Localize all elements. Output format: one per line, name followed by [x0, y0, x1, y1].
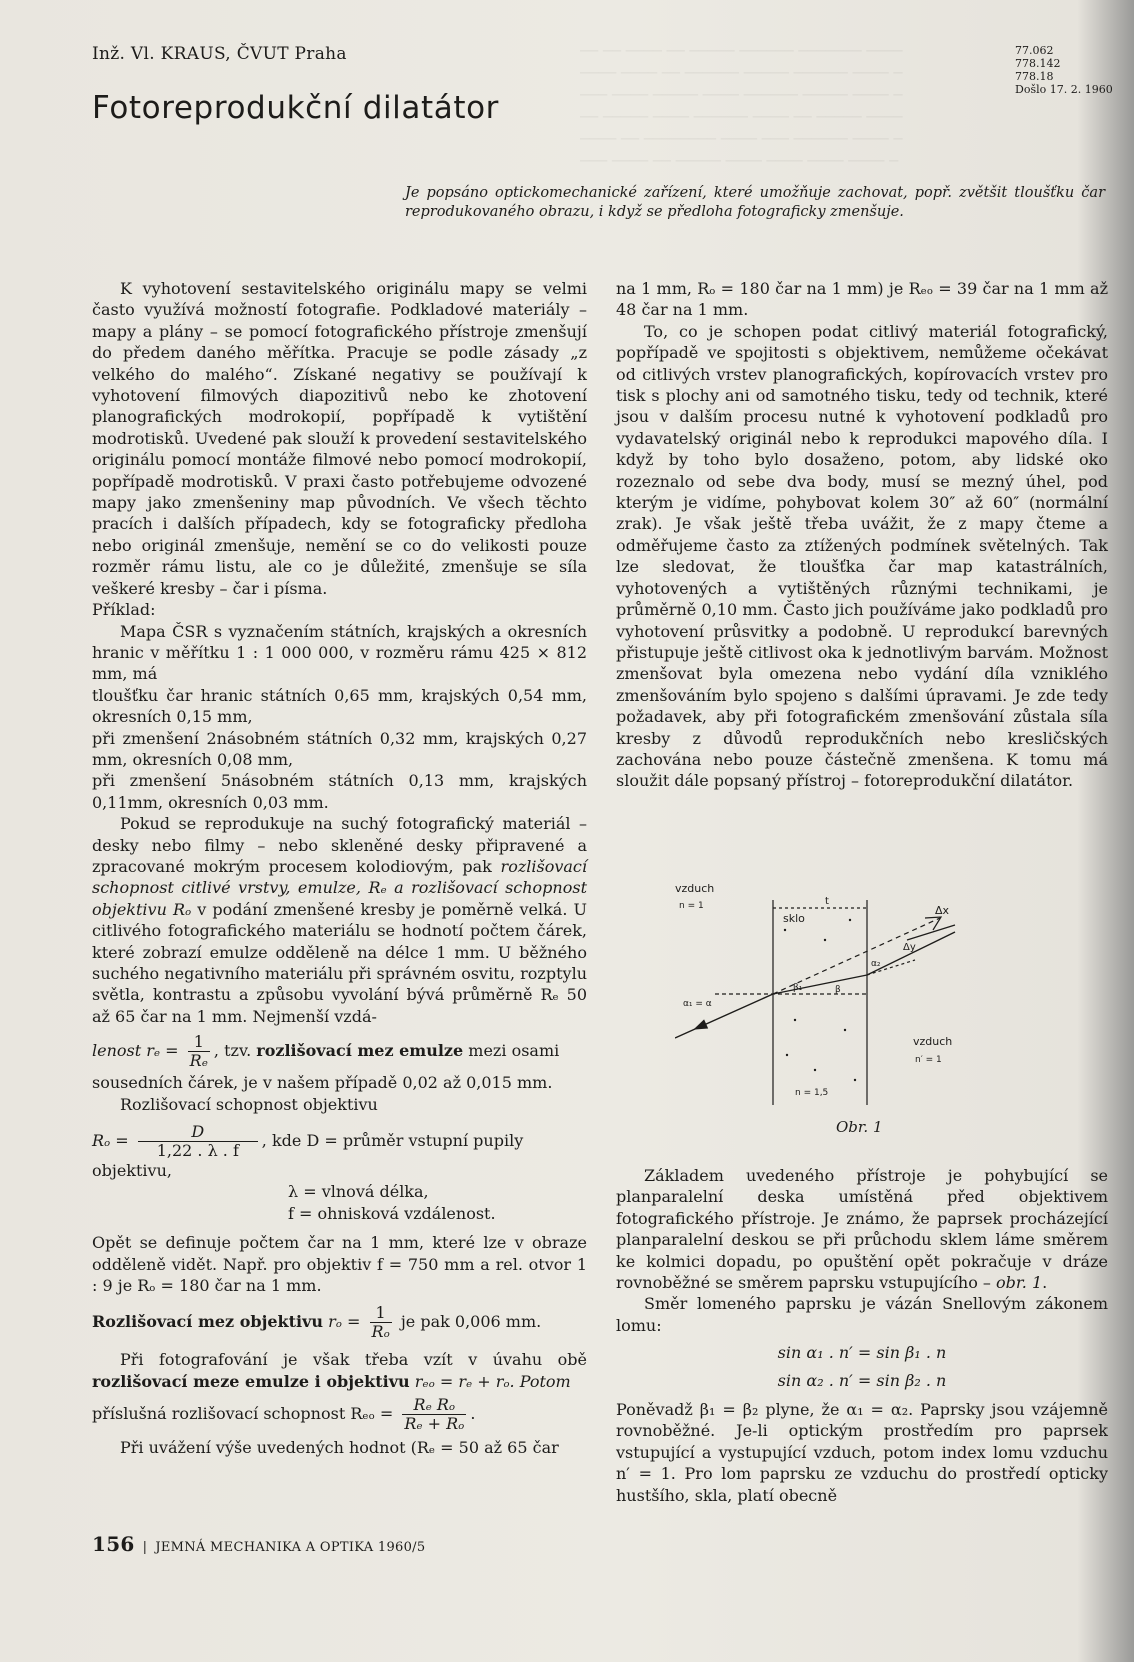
speck [786, 1054, 788, 1056]
speck [784, 929, 786, 931]
text-run: Pokud se reprodukuje na suchý fotografický materiál – desky nebo filmy – nebo skleněné desky připravené a zpracované mokrým procesem kolodiovým, pak [92, 814, 587, 876]
denominator: 1,22 . λ . f [156, 1141, 239, 1161]
numerator: D [138, 1123, 258, 1142]
emphasis-text: rozlišovací schopnost citlivé vrstvy, emulze, Rₑ a rozlišovací schopnost objektivu Rₒ [92, 856, 587, 919]
equation: sin α₂ . n′ = sin β₂ . n [777, 1370, 947, 1390]
label-n-glass: n = 1,5 [795, 1088, 829, 1098]
formula-line [92, 1304, 587, 1341]
paragraph: K vyhotovení sestavitelského originálu mapy se velmi často využívá možností fotografie. Podkladové materiály – mapy a plány – se pomocí fotografického přístroje zmenšují do předem daného měřítka. Pracuje se podle zásady „z velkého do malého“. Získané negativy se používají k vyhotovení filmových diapozitivů nebo ke zhotovení planografických modrokopií, popřípadě k vytištění modrotisků. Uvedené pak slouží k provedení sestavitelského originálu pomocí montáže filmové nebo pomocí modrokopií, popřípadě modrotisků. V praxi často potřebujeme odvozené mapy jako zmenšeniny map původních. Ve všech těchto pracích i dalších případech, kdy se fotograficky předloha nebo originál zmenšuje, nemění se co do velikosti pouze rozměr rámu listu, ale co je důležité, zmenšuje se síla veškeré kresby – čar i písma. [92, 279, 587, 598]
formula-text: Rₒ = [92, 1131, 134, 1151]
numerator: 1 [188, 1033, 210, 1052]
formula-text: rₒ = [323, 1312, 366, 1332]
right-column-bottom [616, 1165, 1108, 1506]
figure-reference: obr. 1 [996, 1273, 1043, 1293]
fraction [188, 1033, 210, 1070]
paragraph [92, 1349, 587, 1392]
received-date: Došlo 17. 2. 1960 [1015, 83, 1113, 96]
refracted-ray [773, 975, 867, 994]
udc-codes [1015, 44, 1113, 96]
udc-code: 77.062 [1015, 44, 1054, 57]
udc-code: 778.142 [1015, 57, 1061, 70]
formula-line [92, 1123, 587, 1181]
speck [824, 939, 826, 941]
udc-code: 778.18 [1015, 70, 1054, 83]
fraction [402, 1396, 466, 1433]
text-run: mezi osami [463, 1041, 560, 1061]
refraction-diagram [675, 880, 1005, 1110]
paragraph: Směr lomeného paprsku je vázán Snellovým zákonem lomu: [616, 1294, 1108, 1335]
text-run: Základem uvedeného přístroje je pohybující se planparalelní deska umístěná před objektivem fotografického přístroje. Je známo, že paprsek procházející planparalelní deskou se při průchodu sklem láme směrem ke kolmici dopadu, po opuštění opět pokračuje v dráze rovnoběžné se směrem paprsku vstupujícího – [616, 1166, 1108, 1293]
formula-line [92, 1396, 587, 1433]
denominator: Rₑ [189, 1051, 208, 1071]
text-run: Při fotografování je však třeba vzít v úvahu obě [120, 1350, 587, 1370]
paragraph: na 1 mm, Rₒ = 180 čar na 1 mm) je Rₑₒ = 39 čar na 1 mm až 48 čar na 1 mm. [616, 279, 1108, 320]
paragraph: To, co je schopen podat citlivý materiál fotografický, popřípadě ve spojitosti s objektivem, nemůžeme očekávat od citlivých vrstev planografických, kopírovacích vrstev pro tisk s plochy ani od samotného tisku, tedy od technik, které jsou v dalším procesu nutné k vyhotovení podkladů pro vydavatelský originál nebo k reprodukci mapového díla. I když by toho bylo dosaženo, potom, aby lidské oko rozeznalo od sebe dva body, musí se mezný úhel, pod kterým je vidíme, pohybovat kolem 30″ až 60″ (normální zrak). Je však ještě třeba uvážit, že z mapy čteme a odměřujeme často za ztížených podmínek světelných. Tak lze sledovat, že tloušťka čar map katastrálních, vyhotovených a vytištěných různými technikami, je průměrně 0,10 mm. Často jich používáme jako podkladů pro vyhotovení průsvitky a podobně. U reprodukcí barevných přistupuje ještě citlivost oka k jednotlivým barvám. Možnost zmenšovat byla omezena nebo vydání díla vzniklého zmenšováním bylo spojeno s dalšími úpravami. Je zde tedy požadavek, aby při fotografickém zmenšování zůstala síla kresby z důvodů reprodukčních nebo kresličských zachována nebo pouze částečně zmenšena. K tomu má sloužit dále popsaný přístroj – fotoreprodukční dilatátor. [616, 321, 1108, 791]
label-alpha2: α₂ [871, 959, 881, 969]
paragraph: Opět se definuje počtem čar na 1 mm, které lze v obraze odděleně vidět. Např. pro objektiv f = 750 mm a rel. otvor 1 : 9 je Rₒ = 180 čar na 1 mm. [92, 1233, 587, 1296]
denominator: Rₒ [371, 1322, 390, 1342]
speck [849, 919, 851, 921]
label-air-bottom: vzduch [913, 1035, 953, 1048]
formula-line [92, 1033, 587, 1070]
article-title: Fotoreprodukční dilatátor [92, 90, 500, 126]
incident-ray-arrow [691, 1019, 708, 1034]
label-glass: sklo [783, 912, 805, 925]
page-footer [92, 1532, 425, 1556]
page-number: 156 [92, 1532, 135, 1556]
numerator: 1 [370, 1304, 392, 1323]
text-run: , tzv. [213, 1041, 257, 1061]
text-run: . [1042, 1273, 1048, 1293]
fraction [370, 1304, 392, 1341]
formula-text: příslušná rozlišovací schopnost Rₑₒ = [92, 1404, 399, 1424]
term-bold: rozlišovací meze emulze i objektivu [92, 1371, 410, 1391]
paragraph [92, 813, 587, 1027]
fraction [138, 1123, 258, 1160]
left-column [92, 278, 587, 1459]
text-run: v podání zmenšené kresby je poměrně velká. U citlivého fotografického materiálu se hodnotí počtem čárek, které zobrazí emulze odděleně na délce 1 mm. U běžného suchého negativního materiálu při správném osvitu, rozptylu světla, kontrastu a způsobu vyvolání bývá průměrně Rₑ 50 až 65 čar na 1 mm. Nejmenší vzdá- [92, 899, 588, 1026]
formula-line: f = ohnisková vzdálenost. [288, 1203, 496, 1223]
paragraph: Při uvážení výše uvedených hodnot (Rₑ = 50 až 65 čar [120, 1438, 559, 1458]
numerator: Rₑ Rₒ [402, 1396, 466, 1415]
paragraph [616, 1165, 1108, 1293]
author-line: Inž. Vl. KRAUS, ČVUT Praha [92, 44, 347, 64]
right-column-top [616, 278, 1108, 792]
equation: sin α₁ . n′ = sin β₁ . n [777, 1343, 947, 1363]
speck [844, 1029, 846, 1031]
formula-text: , kde D = průměr vstupní pupily objektivu, [92, 1131, 524, 1181]
formula-text: lenost rₑ = [92, 1041, 184, 1061]
paragraph: tloušťku čar hranic státních 0,65 mm, krajských 0,54 mm, okresních 0,15 mm, [92, 685, 587, 727]
speck [854, 1079, 856, 1081]
dx-line [907, 925, 955, 940]
label-alpha1: α₁ = α [683, 999, 712, 1009]
figure-caption: Obr. 1 [836, 1118, 883, 1136]
paragraph: při zmenšení 2násobném státních 0,32 mm, krajských 0,27 mm, okresních 0,08 mm, [92, 728, 587, 769]
speck [814, 1069, 816, 1071]
speck [794, 1019, 796, 1021]
paragraph: Mapa ČSR s vyznačením státních, krajských a okresních hranic v měřítku 1 : 1 000 000, v rozměru rámu 425 × 812 mm, má [92, 621, 587, 684]
paragraph: sousedních čárek, je v našem případě 0,02 až 0,015 mm. [92, 1073, 553, 1093]
show-through-text: ── ── ──── ── ───── ────── ─────── ──── ──── ──── ── ────── ───── ────── ──── ─ ─── ──── ───── ──── ────── ───── ──── ─ ── ───── ──── ────── ──── ── ───── ──── ──── ── ──────── ──── ─── ────── ──── ─ ─── ──── ── ───── ──── ──── ──── ──── ─ [580, 42, 903, 170]
paragraph: Rozlišovací schopnost objektivu [120, 1094, 378, 1114]
label-n-bottom: n′ = 1 [915, 1055, 942, 1065]
text-run: . [470, 1404, 476, 1424]
formula-line: λ = vlnová délka, [288, 1182, 429, 1202]
label-n-top: n = 1 [679, 901, 704, 911]
text-run: je pak 0,006 mm. [395, 1312, 542, 1332]
term-bold: rozlišovací mez emulze [256, 1041, 464, 1061]
glass-specks [784, 919, 856, 1081]
abstract: Je popsáno optickomechanické zařízení, které umožňuje zachovat, popř. zvětšit tloušťku čar reprodukovaného obrazu, i když se předloha fotograficky zmenšuje. [405, 185, 1105, 220]
formula-text: rₑₒ = rₑ + rₒ. Potom [409, 1371, 571, 1391]
paragraph: při zmenšení 5násobném státních 0,13 mm, krajských 0,11mm, okresních 0,03 mm. [92, 771, 587, 812]
term-bold: Rozlišovací mez objektivu [92, 1312, 324, 1332]
denominator: Rₑ + Rₒ [404, 1414, 465, 1434]
label-thickness: t [825, 896, 829, 907]
label-dy: Δy [903, 942, 916, 953]
label-air-top: vzduch [675, 882, 715, 895]
example-label: Příklad: [92, 600, 156, 620]
paragraph: Poněvadž β₁ = β₂ plyne, že α₁ = α₂. Paprsky jsou vzájemně rovnoběžné. Je-li optickým prostředím pro paprsek vstupující a vystupující vzduch, potom index lomu vzduchu n′ = 1. Pro lom paprsku ze vzduchu do prostředí opticky hustšího, skla, platí obecně [616, 1400, 1108, 1505]
label-beta2: β [835, 985, 841, 995]
label-dx: Δx [935, 904, 950, 917]
footer-separator: | [142, 1540, 148, 1555]
journal-name: JEMNÁ MECHANIKA A OPTIKA 1960/5 [155, 1540, 426, 1555]
label-beta1: β₁ [793, 983, 803, 993]
